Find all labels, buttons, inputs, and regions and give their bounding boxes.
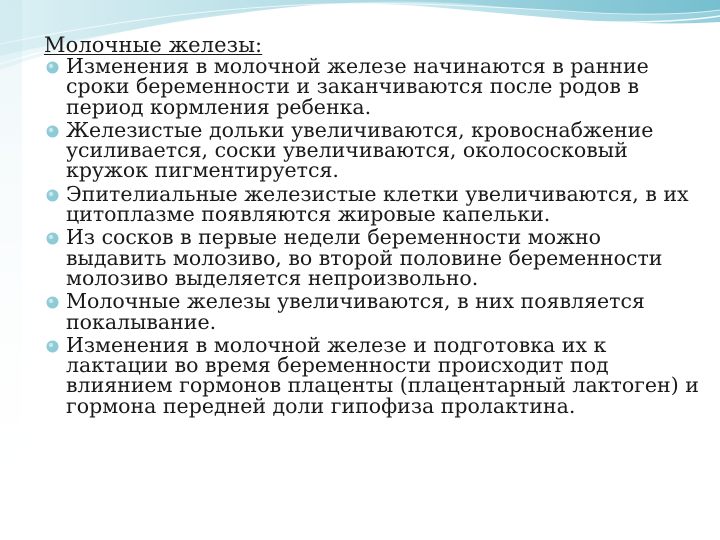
- bullet-circle-icon: [46, 189, 59, 202]
- bullet-text: Железистые дольки увеличиваются, кровоснабжение усиливается, соски увеличиваются, околососковый кружок пигментируется.: [66, 117, 654, 183]
- list-item: [44, 117, 700, 183]
- bullet-circle-icon: [46, 340, 59, 353]
- bullet-text: Из сосков в первые недели беременности можно выдавить молозиво, во второй половине беременности молозиво выделяется непроизвольно.: [66, 225, 663, 290]
- list-item: [44, 181, 700, 227]
- bullet-text: Изменения в молочной железе начинаются в ранние сроки беременности и заканчиваются после родов в период кормления ребенка.: [66, 54, 649, 119]
- bullet-circle-icon: [46, 296, 59, 309]
- bullet-circle-icon: [46, 61, 59, 74]
- bullet-text: Эпителиальные железистые клетки увеличиваются, в их цитоплазме появляются жировые капельки.: [66, 181, 689, 227]
- bullet-list: [44, 56, 700, 419]
- list-item: [44, 291, 700, 332]
- list-item: [44, 332, 700, 418]
- bullet-circle-icon: [46, 232, 59, 245]
- list-item: [44, 227, 700, 288]
- list-item: [44, 56, 700, 117]
- bullet-text: Молочные железы увеличиваются, в них появляется покалывание.: [66, 289, 645, 334]
- bullet-circle-icon: [46, 125, 59, 138]
- slide-heading: Молочные железы:: [44, 33, 263, 57]
- bullet-text: Изменения в молочной железе и подготовка их к лактации во время беременности происходит под влиянием гормонов плаценты (плацентарный лактоген) и гормона передней доли гипофиза пролактина.: [66, 332, 699, 418]
